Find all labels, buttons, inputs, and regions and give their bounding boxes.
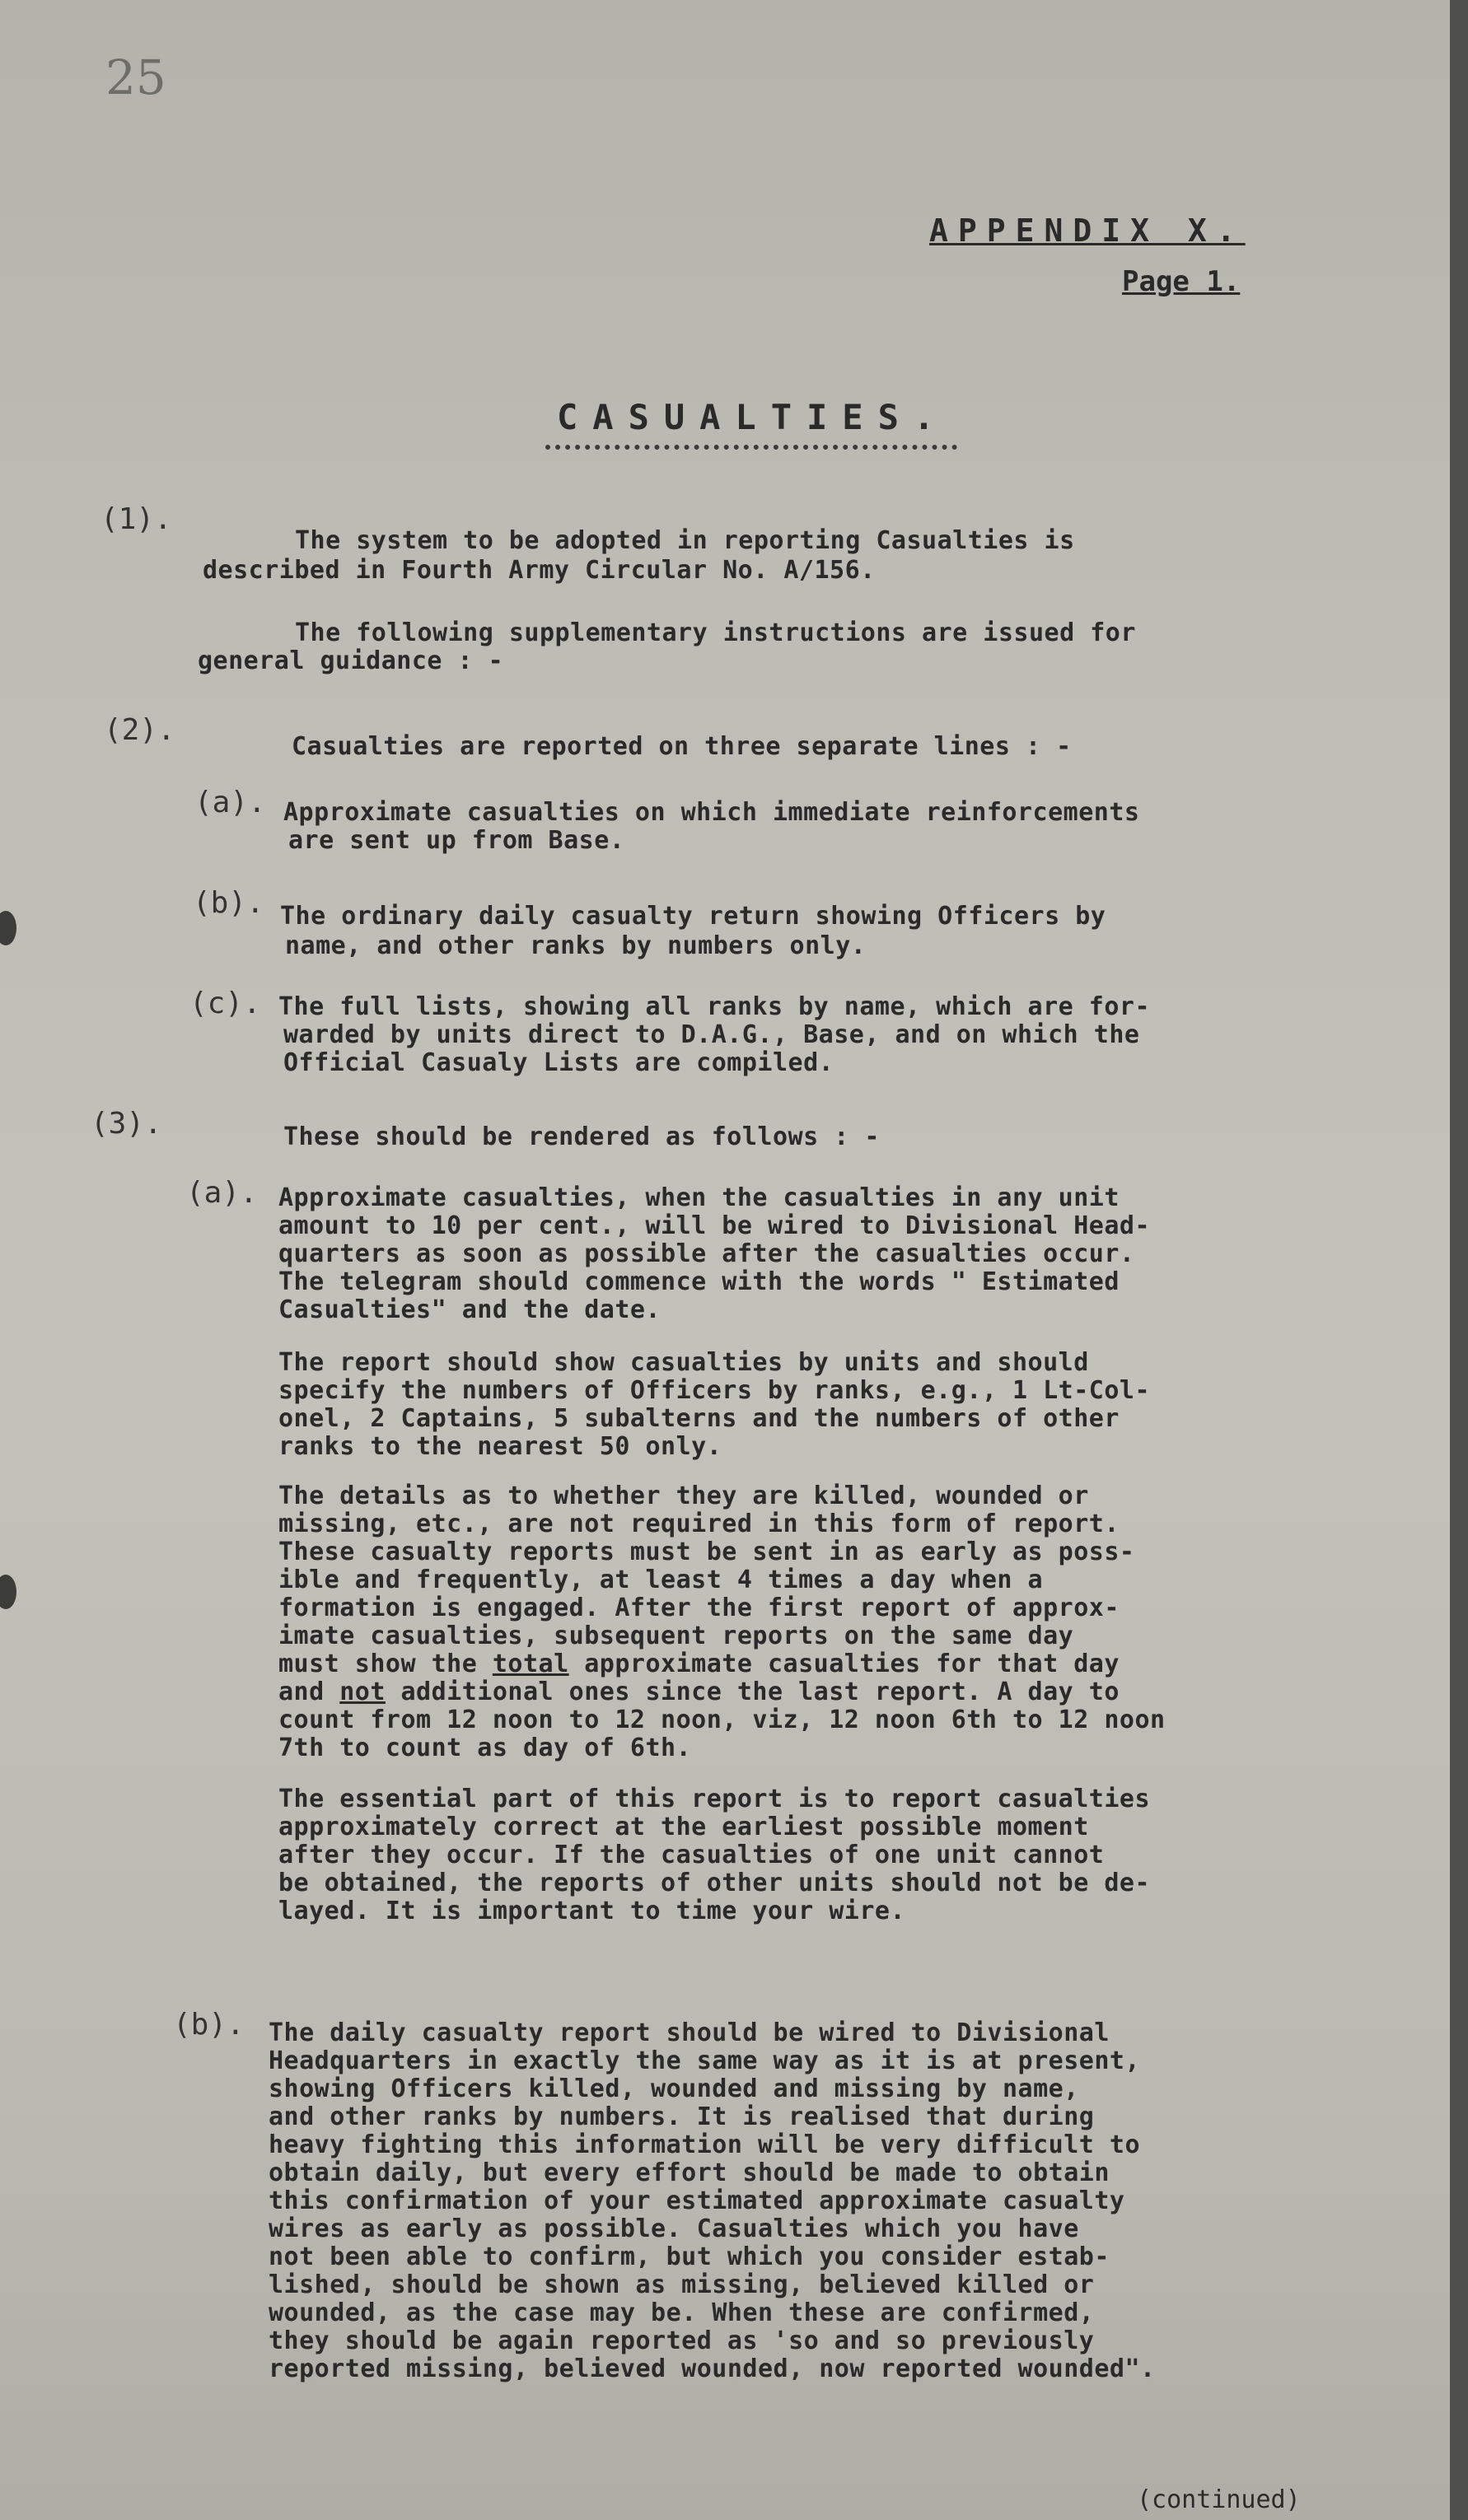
text-line: Casualties are reported on three separate lines : - [292,732,1072,761]
text-line: reported missing, believed wounded, now reported wounded". [269,2354,1156,2383]
text-line: Approximate casualties on which immediate reinforcements [283,798,1140,827]
text-line: lished, should be shown as missing, believed killed or [269,2270,1095,2299]
page-edge-shadow [1450,0,1468,2520]
text-line: obtain daily, but every effort should be made to obtain [269,2158,1110,2187]
text-line: imate casualties, subsequent reports on the same day [278,1622,1074,1650]
text-segment: and [278,1678,340,1706]
text-line: The telegram should commence with the words " Estimated [278,1267,1120,1296]
subparagraph-marker: (a). [186,1176,258,1210]
appendix-heading: APPENDIX X. [929,212,1246,249]
paragraph-number: (3). [91,1107,162,1141]
text-line: name, and other ranks by numbers only. [285,931,867,960]
text-line: The system to be adopted in reporting Casualties is [295,526,1075,555]
document-title: CASUALTIES. [557,397,950,437]
text-line: Headquarters in exactly the same way as it is at present, [269,2046,1141,2075]
text-line: they should be again reported as 'so and so previously [269,2326,1095,2355]
text-line: described in Fourth Army Circular No. A/156. [203,556,876,585]
paragraph-number: (1). [101,502,172,536]
text-line: general guidance : - [198,646,504,675]
underlined-word: not [339,1678,386,1706]
text-line: amount to 10 per cent., will be wired to Divisional Head- [278,1211,1151,1240]
text-line [278,1650,1120,1678]
paragraph-number: (2). [104,713,175,747]
text-line [278,1678,1120,1706]
text-line: 7th to count as day of 6th. [278,1734,692,1762]
subparagraph-marker: (a). [194,786,266,819]
text-line: showing Officers killed, wounded and missing by name, [269,2074,1079,2103]
text-line: The details as to whether they are killed, wounded or [278,1482,1089,1510]
page-number: 25 [105,49,166,105]
text-line: count from 12 noon to 12 noon, viz, 12 noon 6th to 12 noon [278,1706,1166,1734]
text-line: layed. It is important to time your wire. [278,1897,906,1925]
text-segment: must show the [278,1650,493,1678]
text-line: and other ranks by numbers. It is realised that during [269,2102,1095,2131]
text-line: The following supplementary instructions are issued for [295,618,1136,647]
text-line: Approximate casualties, when the casualties in any unit [278,1183,1120,1212]
text-line: The ordinary daily casualty return showing Officers by [280,902,1106,931]
text-line: These casualty reports must be sent in as early as poss- [278,1538,1135,1566]
text-line: onel, 2 Captains, 5 subalterns and the numbers of other [278,1404,1120,1433]
subparagraph-marker: (c). [189,987,261,1020]
text-line: The daily casualty report should be wired to Divisional [269,2018,1110,2047]
text-line: this confirmation of your estimated approximate casualty [269,2186,1125,2215]
text-line: quarters as soon as possible after the casualties occur. [278,1239,1135,1268]
text-line: The essential part of this report is to report casualties [278,1785,1151,1813]
text-line: The report should show casualties by units and should [278,1348,1089,1377]
continued-note: (continued) [1137,2485,1301,2514]
text-line: are sent up from Base. [288,826,625,855]
punch-hole [0,1575,16,1609]
text-line: formation is engaged. After the first report of approx- [278,1594,1120,1622]
text-line: be obtained, the reports of other units should not be de- [278,1869,1151,1897]
subparagraph-marker: (b). [193,886,264,920]
text-line: warded by units direct to D.A.G., Base, and on which the [283,1020,1140,1049]
text-line: ranks to the nearest 50 only. [278,1432,722,1461]
text-line: wounded, as the case may be. When these are confirmed, [269,2298,1095,2327]
underlined-word: total [492,1650,569,1678]
text-segment: additional ones since the last report. A day to [385,1678,1120,1706]
title-underline [545,445,957,450]
text-line: ible and frequently, at least 4 times a day when a [278,1566,1044,1594]
text-segment: approximate casualties for that day [568,1650,1120,1678]
punch-hole [0,911,16,945]
text-line: These should be rendered as follows : - [283,1122,880,1151]
text-line: The full lists, showing all ranks by name, which are for- [278,992,1151,1021]
text-line: Official Casualy Lists are compiled. [283,1048,835,1077]
text-line: Casualties" and the date. [278,1295,662,1324]
text-line: after they occur. If the casualties of one unit cannot [278,1841,1105,1869]
text-line: approximately correct at the earliest possible moment [278,1813,1089,1841]
page-label: Page 1. [1122,265,1241,298]
text-line: missing, etc., are not required in this form of report. [278,1510,1120,1538]
text-line: not been able to confirm, but which you consider estab- [269,2242,1110,2271]
text-line: wires as early as possible. Casualties which you have [269,2214,1079,2243]
text-line: heavy fighting this information will be very difficult to [269,2130,1141,2159]
text-line: specify the numbers of Officers by ranks, e.g., 1 Lt-Col- [278,1376,1151,1405]
subparagraph-marker: (b). [173,2008,245,2042]
